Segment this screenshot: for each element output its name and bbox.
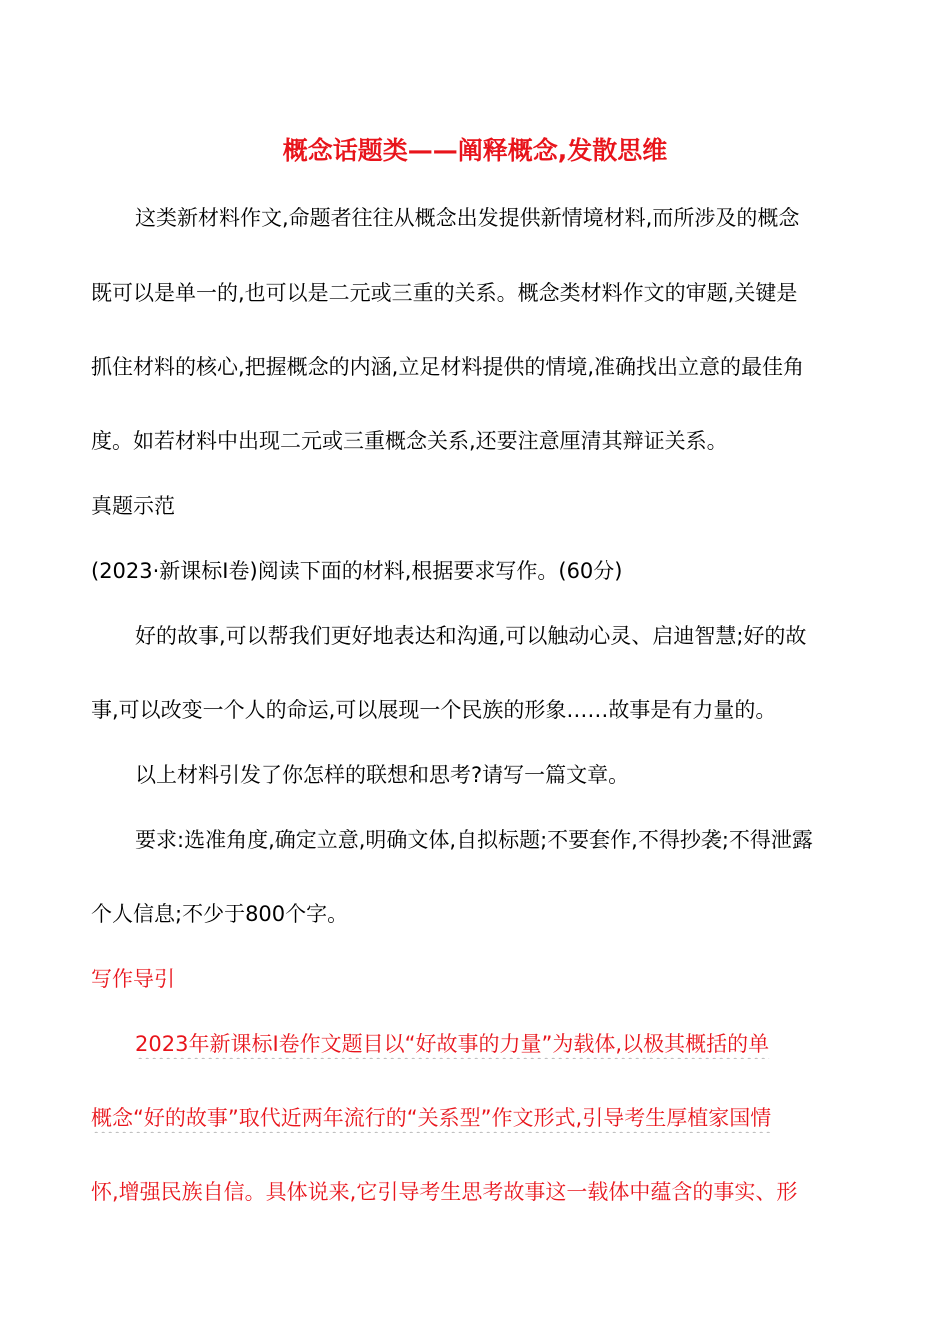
material-line-2: 事,可以改变一个人的命运,可以展现一个民族的形象……故事是有力量的。: [91, 698, 777, 722]
guide-line-1-text: 2023年新课标Ⅰ卷作文题目以“好故事的力量”为载体,以极其概括的单: [135, 1032, 770, 1056]
question-source: (2023·新课标Ⅰ卷)阅读下面的材料,根据要求写作。(60分): [91, 559, 623, 583]
intro-line-3: 抓住材料的核心,把握概念的内涵,立足材料提供的情境,准确找出立意的最佳角: [91, 355, 805, 379]
requirement-line-2: 个人信息;不少于800个字。: [91, 902, 349, 926]
section-heading-example: 真题示范: [91, 494, 175, 518]
intro-line-1: 这类新材料作文,命题者往往从概念出发提供新情境材料,而所涉及的概念: [135, 206, 800, 230]
intro-line-2: 既可以是单一的,也可以是二元或三重的关系。概念类材料作文的审题,关键是: [91, 281, 798, 305]
guide-line-1: [135, 1029, 871, 1059]
material-line-1: 好的故事,可以帮我们更好地表达和沟通,可以触动心灵、启迪智慧;好的故: [135, 624, 807, 648]
guide-line-2-text: 概念“好的故事”取代近两年流行的“关系型”作文形式,引导考生厚植家国情: [91, 1106, 772, 1130]
guide-line-3: 怀,增强民族自信。具体说来,它引导考生思考故事这一载体中蕴含的事实、形: [91, 1180, 798, 1204]
requirement-line-1: 要求:选准角度,确定立意,明确文体,自拟标题;不要套作,不得抄袭;不得泄露: [135, 828, 813, 852]
intro-line-4: 度。如若材料中出现二元或三重概念关系,还要注意厘清其辩证关系。: [91, 429, 728, 453]
page-title: 概念话题类——阐释概念,发散思维: [282, 136, 668, 165]
question-prompt: 以上材料引发了你怎样的联想和思考?请写一篇文章。: [135, 763, 630, 787]
guide-heading: 写作导引: [91, 967, 175, 991]
guide-line-2: [91, 1103, 871, 1133]
